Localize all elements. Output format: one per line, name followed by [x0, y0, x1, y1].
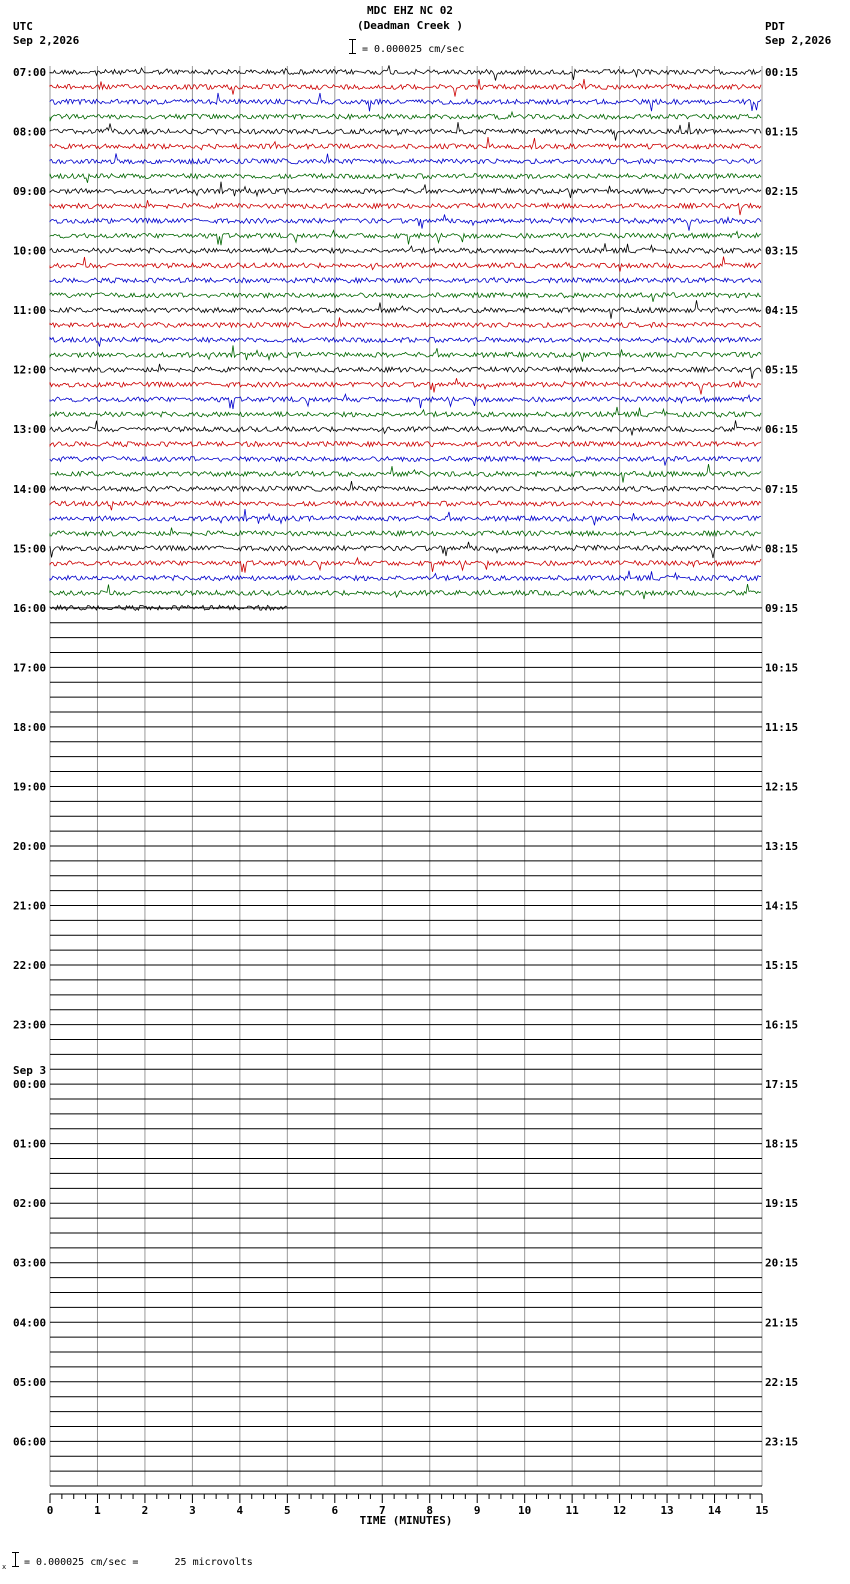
trace-row-35	[50, 584, 761, 599]
trace-row-32	[50, 542, 761, 558]
footer-scale-top-cap	[12, 1552, 19, 1553]
trace-row-9	[50, 200, 761, 215]
utc-label-8: 15:00	[13, 542, 47, 556]
x-tick-label-5: 5	[284, 1504, 291, 1517]
utc-hour-labels	[13, 66, 46, 1448]
utc-label-1: 08:00	[13, 125, 47, 139]
trace-row-8	[50, 182, 761, 198]
pdt-label-14: 14:15	[765, 899, 799, 913]
trace-row-15	[50, 293, 761, 302]
pdt-hour-labels	[765, 66, 798, 1448]
trace-row-10	[50, 215, 761, 231]
pdt-label-4: 04:15	[765, 304, 799, 318]
trace-row-17	[50, 317, 761, 327]
station-location: (Deadman Creek )	[357, 19, 463, 32]
utc-label-7: 14:00	[13, 482, 47, 496]
utc-label-6: 13:00	[13, 423, 47, 437]
x-tick-label-12: 12	[612, 1504, 627, 1517]
row-baselines	[50, 608, 762, 1494]
pdt-label-17: 17:15	[765, 1078, 799, 1092]
x-tick-label-7: 7	[378, 1504, 386, 1517]
x-tick-label-11: 11	[565, 1504, 579, 1517]
pdt-label-1: 01:15	[765, 125, 799, 139]
trace-row-12	[50, 243, 761, 253]
trace-row-31	[50, 528, 761, 536]
pdt-label-5: 05:15	[765, 363, 799, 377]
trace-row-25	[50, 441, 761, 446]
day-change-label: Sep 3	[13, 1064, 47, 1078]
utc-label-4: 11:00	[13, 304, 47, 318]
utc-label-22: 05:00	[13, 1375, 47, 1389]
utc-label-15: 22:00	[13, 959, 47, 973]
utc-label-12: 19:00	[13, 780, 47, 794]
trace-row-7	[50, 174, 761, 183]
trace-row-24	[50, 420, 761, 435]
trace-row-6	[50, 154, 761, 164]
x-tick-label-8: 8	[426, 1504, 434, 1517]
trace-row-16	[50, 300, 761, 318]
utc-label-11: 18:00	[13, 720, 47, 734]
utc-label-18: 01:00	[13, 1137, 47, 1151]
x-tick-label-1: 1	[94, 1504, 101, 1517]
footer-scale-bottom-cap	[12, 1566, 19, 1567]
trace-row-4	[50, 122, 761, 141]
x-tick-label-3: 3	[189, 1504, 196, 1517]
pdt-label-0: 00:15	[765, 66, 799, 79]
pdt-label-20: 20:15	[765, 1256, 799, 1270]
utc-label-17: 00:00	[13, 1078, 47, 1092]
pdt-label-3: 03:15	[765, 244, 799, 258]
utc-label-13: 20:00	[13, 839, 47, 853]
trace-row-5	[50, 137, 761, 150]
x-tick-label-14: 14	[707, 1504, 722, 1517]
pdt-label-6: 06:15	[765, 423, 799, 437]
pdt-label-21: 21:15	[765, 1316, 799, 1330]
pdt-label-9: 09:15	[765, 601, 799, 615]
trace-row-30	[50, 509, 761, 525]
pdt-label-7: 07:15	[765, 482, 799, 496]
pdt-label-13: 13:15	[765, 839, 799, 853]
seismic-traces	[50, 65, 761, 610]
trace-row-21	[50, 378, 761, 394]
trace-row-1	[50, 79, 761, 97]
pdt-label-18: 18:15	[765, 1137, 799, 1151]
trace-row-22	[50, 394, 761, 409]
utc-label-20: 03:00	[13, 1256, 47, 1270]
x-tick-label-13: 13	[660, 1504, 674, 1517]
pdt-label-10: 10:15	[765, 661, 799, 675]
x-tick-label-0: 0	[46, 1504, 54, 1517]
trace-row-14	[50, 278, 761, 283]
pdt-label-23: 23:15	[765, 1435, 799, 1449]
utc-label-23: 06:00	[13, 1435, 47, 1449]
right-timezone: PDT	[765, 20, 785, 33]
trace-row-20	[50, 364, 761, 379]
pdt-label-2: 02:15	[765, 185, 799, 199]
trace-row-23	[50, 407, 761, 417]
pdt-label-15: 15:15	[765, 959, 799, 973]
x-tick-label-15: 15	[755, 1504, 769, 1517]
trace-row-19	[50, 345, 761, 361]
footer-scale-icon	[15, 1552, 16, 1566]
trace-row-28	[50, 481, 761, 491]
pdt-label-19: 19:15	[765, 1197, 799, 1211]
footer-scale-note: = 0.000025 cm/sec = 25 microvolts	[24, 1557, 253, 1568]
left-timezone: UTC	[13, 20, 33, 33]
utc-label-0: 07:00	[13, 66, 47, 79]
trace-row-2	[50, 93, 761, 111]
trace-row-0	[50, 65, 761, 80]
trace-row-11	[50, 230, 761, 245]
scale-label: = 0.000025 cm/sec	[362, 44, 465, 55]
utc-label-9: 16:00	[13, 601, 47, 615]
x-tick-label-10: 10	[518, 1504, 532, 1517]
trace-row-3	[50, 112, 761, 121]
utc-label-10: 17:00	[13, 661, 47, 675]
pdt-label-12: 12:15	[765, 780, 799, 794]
x-tick-label-9: 9	[473, 1504, 481, 1517]
trace-row-18	[50, 337, 761, 346]
pdt-label-11: 11:15	[765, 720, 799, 734]
trace-row-33	[50, 558, 761, 573]
trace-row-26	[50, 456, 761, 465]
x-tick-label-4: 4	[236, 1504, 244, 1517]
utc-label-16: 23:00	[13, 1018, 47, 1032]
pdt-label-16: 16:15	[765, 1018, 799, 1032]
trace-row-27	[50, 464, 761, 482]
trace-row-13	[50, 257, 761, 272]
footer-marker: x	[2, 1563, 7, 1571]
right-date: Sep 2,2026	[765, 34, 832, 47]
left-date: Sep 2,2026	[13, 34, 80, 47]
utc-label-19: 02:00	[13, 1197, 47, 1211]
x-tick-label-6: 6	[331, 1504, 339, 1517]
x-axis-label: TIME (MINUTES)	[359, 1514, 453, 1527]
utc-label-5: 12:00	[13, 363, 47, 377]
utc-label-2: 09:00	[13, 185, 47, 199]
pdt-label-8: 08:15	[765, 542, 799, 556]
utc-label-14: 21:00	[13, 899, 47, 913]
x-tick-label-2: 2	[141, 1504, 149, 1517]
pdt-label-22: 22:15	[765, 1375, 799, 1389]
trace-row-34	[50, 571, 761, 581]
station-title: MDC EHZ NC 02	[366, 4, 454, 17]
utc-label-21: 04:00	[13, 1316, 47, 1330]
time-axis	[47, 1494, 769, 1527]
trace-row-29	[50, 501, 761, 510]
utc-label-3: 10:00	[13, 244, 47, 258]
